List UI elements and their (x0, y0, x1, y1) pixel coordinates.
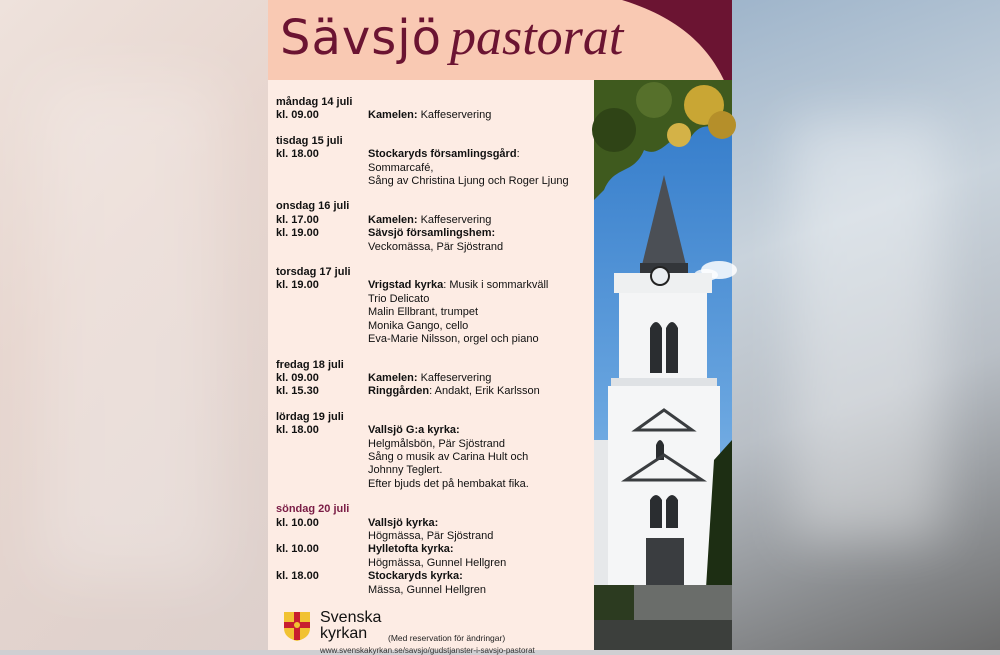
event-body (368, 148, 569, 188)
title-main: Sävsjö (280, 10, 442, 66)
event-time: kl. 10.00 (276, 516, 319, 529)
day-title: söndag 20 juli (276, 503, 350, 516)
day-title: onsdag 16 juli (276, 200, 350, 213)
event-detail: Högmässa, Gunnel Hellgren (368, 556, 507, 569)
event-row (276, 214, 594, 227)
day-title: lördag 19 juli (276, 410, 344, 423)
event-row (276, 148, 594, 188)
event-time: kl. 17.00 (276, 213, 319, 226)
event-detail: Sång av Christina Ljung och Roger Ljung (368, 175, 569, 188)
event-headline (368, 517, 493, 530)
poster (268, 0, 732, 655)
blurred-background-right (732, 0, 1000, 650)
schedule-day (276, 503, 594, 597)
event-place: Hylletofta kyrka: (368, 543, 454, 556)
event-body (368, 109, 491, 122)
event-detail: Monika Gango, cello (368, 319, 469, 332)
event-place: Kamelen: (368, 109, 418, 122)
svenska-kyrkan-logo-icon (282, 610, 312, 642)
event-headline (368, 570, 486, 583)
event-detail: Sång o musik av Carina Hult och (368, 450, 529, 463)
schedule (276, 96, 594, 609)
event-headline (368, 279, 548, 292)
event-time: kl. 19.00 (276, 279, 319, 292)
event-row (276, 424, 594, 491)
event-headline (368, 109, 491, 122)
event-description: : Andakt, Erik Karlsson (429, 385, 540, 398)
logo-line-1: Svenska (320, 609, 382, 626)
event-row (276, 227, 594, 254)
event-time: kl. 09.00 (276, 371, 319, 384)
logo-text (320, 610, 381, 642)
day-title: tisdag 15 juli (276, 134, 343, 147)
event-headline (368, 214, 491, 227)
event-detail: Trio Delicato (368, 292, 430, 305)
event-headline (368, 372, 491, 385)
event-row (276, 570, 594, 597)
event-time: kl. 18.00 (276, 424, 319, 437)
event-detail: Efter bjuds det på hembakat fika. (368, 477, 529, 490)
event-description: Kaffeservering (417, 109, 492, 122)
event-place: Stockaryds kyrka: (368, 570, 463, 583)
event-place: Kamelen: (368, 213, 418, 226)
schedule-day (276, 200, 594, 254)
website-url: www.svenskakyrkan.se/savsjo/gudstjanster-i-savsjo-pastorat (320, 646, 535, 655)
event-place: Ringgården (368, 385, 430, 398)
event-time: kl. 15.30 (276, 385, 319, 398)
event-detail: Sommarcafé, (368, 161, 434, 174)
event-body (368, 214, 491, 227)
poster-title (280, 6, 623, 69)
event-time: kl. 18.00 (276, 570, 319, 583)
event-detail: Helgmålsbön, Pär Sjöstrand (368, 437, 505, 450)
event-place: Vrigstad kyrka (368, 279, 444, 292)
church-photo (594, 80, 732, 650)
event-row (276, 279, 594, 346)
event-body (368, 372, 491, 385)
logo-line-2: kyrkan (320, 625, 368, 642)
event-place: Vallsjö kyrka: (368, 516, 439, 529)
event-time: kl. 10.00 (276, 543, 319, 556)
event-detail: Johnny Teglert. (368, 464, 443, 477)
event-row (276, 385, 594, 398)
schedule-day (276, 135, 594, 189)
day-title: måndag 14 juli (276, 96, 353, 108)
event-detail: Malin Ellbrant, trumpet (368, 306, 479, 319)
event-body (368, 279, 548, 346)
event-headline (368, 543, 506, 556)
event-body (368, 385, 540, 398)
event-body (368, 570, 486, 597)
event-body (368, 543, 506, 570)
event-headline (368, 148, 569, 161)
event-detail: Högmässa, Pär Sjöstrand (368, 529, 494, 542)
schedule-day (276, 266, 594, 346)
event-detail: Mässa, Gunnel Hellgren (368, 583, 487, 596)
event-detail: Veckomässa, Pär Sjöstrand (368, 240, 504, 253)
event-time: kl. 19.00 (276, 227, 319, 240)
event-place: Stockaryds församlingsgård (368, 148, 517, 161)
event-body (368, 517, 493, 544)
day-title: torsdag 17 juli (276, 266, 351, 279)
day-title: fredag 18 juli (276, 358, 344, 371)
event-row (276, 543, 594, 570)
event-place: Kamelen: (368, 371, 418, 384)
blurred-background-left (0, 0, 268, 650)
event-description: : Musik i sommarkväll (443, 279, 549, 292)
schedule-day (276, 411, 594, 491)
event-body (368, 227, 503, 254)
event-row (276, 109, 594, 122)
event-detail: Eva-Marie Nilsson, orgel och piano (368, 333, 539, 346)
schedule-day (276, 96, 594, 123)
event-row (276, 517, 594, 544)
event-time: kl. 09.00 (276, 109, 319, 122)
event-description: Kaffeservering (417, 371, 492, 384)
event-time: kl. 18.00 (276, 148, 319, 161)
title-italic: pastorat (450, 9, 624, 66)
event-row (276, 372, 594, 385)
reservation-note: (Med reservation för ändringar) (388, 633, 506, 643)
event-headline (368, 227, 503, 240)
schedule-day (276, 359, 594, 399)
event-headline (368, 385, 540, 398)
event-place: Vallsjö G:a kyrka: (368, 424, 460, 437)
event-place: Sävsjö församlingshem: (368, 227, 496, 240)
event-description: : (516, 148, 520, 161)
event-body (368, 424, 529, 491)
event-headline (368, 424, 529, 437)
event-description: Kaffeservering (417, 213, 492, 226)
